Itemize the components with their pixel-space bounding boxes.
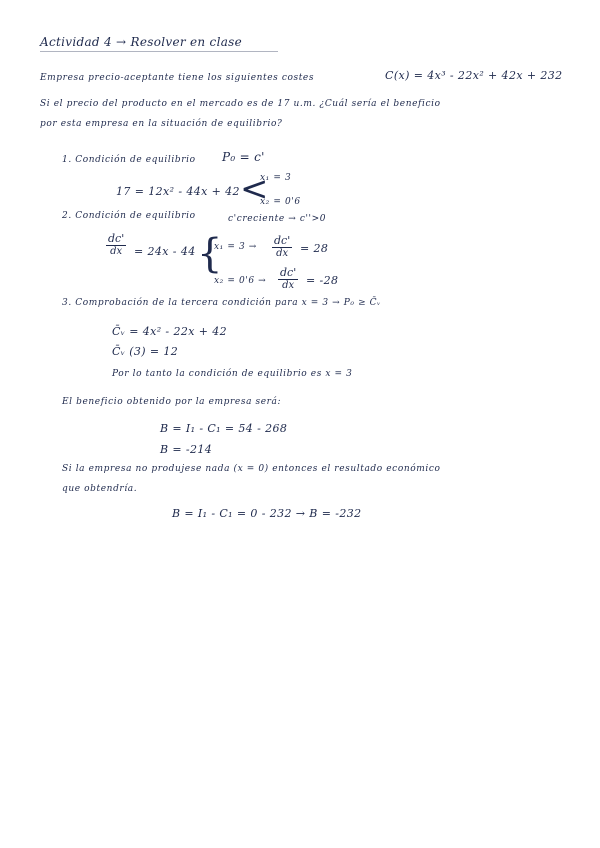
step3-cv-formula: C̄ᵥ = 4x² - 22x + 42 bbox=[112, 325, 228, 338]
benefit-intro: El beneficio obtenido por la empresa será: bbox=[62, 397, 282, 407]
step2-case-1-deriv bbox=[272, 234, 292, 260]
deriv-numerator: dc' bbox=[108, 232, 125, 245]
step2-derivative bbox=[106, 232, 126, 258]
step1-equation: 17 = 12x² - 44x + 42 bbox=[116, 185, 240, 198]
case1-denominator: dx bbox=[276, 248, 289, 259]
statement-line-1: Empresa precio-aceptante tiene los siguientes costes bbox=[40, 73, 315, 83]
no-production-line-1: Si la empresa no produjese nada (x = 0) entonces el resultado económico bbox=[62, 464, 441, 474]
step1-condition: P₀ = c' bbox=[222, 150, 265, 164]
statement-line-2: Si el precio del producto en el mercado es de 17 u.m. ¿Cuál sería el beneficio bbox=[40, 99, 441, 109]
step3-cv-value: C̄ᵥ (3) = 12 bbox=[112, 345, 179, 358]
step2-case-1-result: = 28 bbox=[300, 242, 329, 255]
case1-numerator: dc' bbox=[274, 234, 291, 247]
page-title: Actividad 4 → Resolver en clase bbox=[40, 35, 243, 49]
no-production-formula: B = I₁ - C₁ = 0 - 232 → B = -232 bbox=[172, 507, 362, 520]
benefit-formula: B = I₁ - C₁ = 54 - 268 bbox=[160, 422, 288, 435]
step2-deriv-expression: = 24x - 44 bbox=[134, 245, 196, 258]
step1-brace: < bbox=[240, 169, 269, 209]
step2-case-2-x: x₂ = 0'6 → bbox=[214, 276, 267, 286]
step2-label: 2. Condición de equilibrio bbox=[62, 211, 196, 221]
step2-case-2-result: = -28 bbox=[306, 274, 339, 287]
step1-label: 1. Condición de equilibrio bbox=[62, 155, 196, 165]
case2-numerator: dc' bbox=[280, 266, 297, 279]
cost-function: C(x) = 4x³ - 22x² + 42x + 232 bbox=[385, 69, 563, 82]
no-production-line-2: que obtendría. bbox=[62, 484, 138, 494]
step2-brace: { bbox=[197, 231, 223, 277]
step2-condition: c'creciente → c''>0 bbox=[228, 214, 327, 224]
step2-case-2-deriv bbox=[278, 266, 298, 292]
step1-root-1: x₁ = 3 bbox=[260, 173, 292, 183]
benefit-result: B = -214 bbox=[160, 443, 213, 456]
step3-label: 3. Comprobación de la tercera condición para x = 3 → P₀ ≥ C̄ᵥ bbox=[62, 298, 382, 308]
step3-conclusion: Por lo tanto la condición de equilibrio es x = 3 bbox=[112, 369, 353, 379]
statement-line-3: por esta empresa en la situación de equilibrio? bbox=[40, 119, 283, 129]
step1-root-2: x₂ = 0'6 bbox=[260, 197, 301, 207]
step2-case-1-x: x₁ = 3 → bbox=[214, 242, 257, 252]
title-underline bbox=[40, 51, 278, 52]
deriv-denominator: dx bbox=[110, 246, 123, 257]
case2-denominator: dx bbox=[282, 280, 295, 291]
